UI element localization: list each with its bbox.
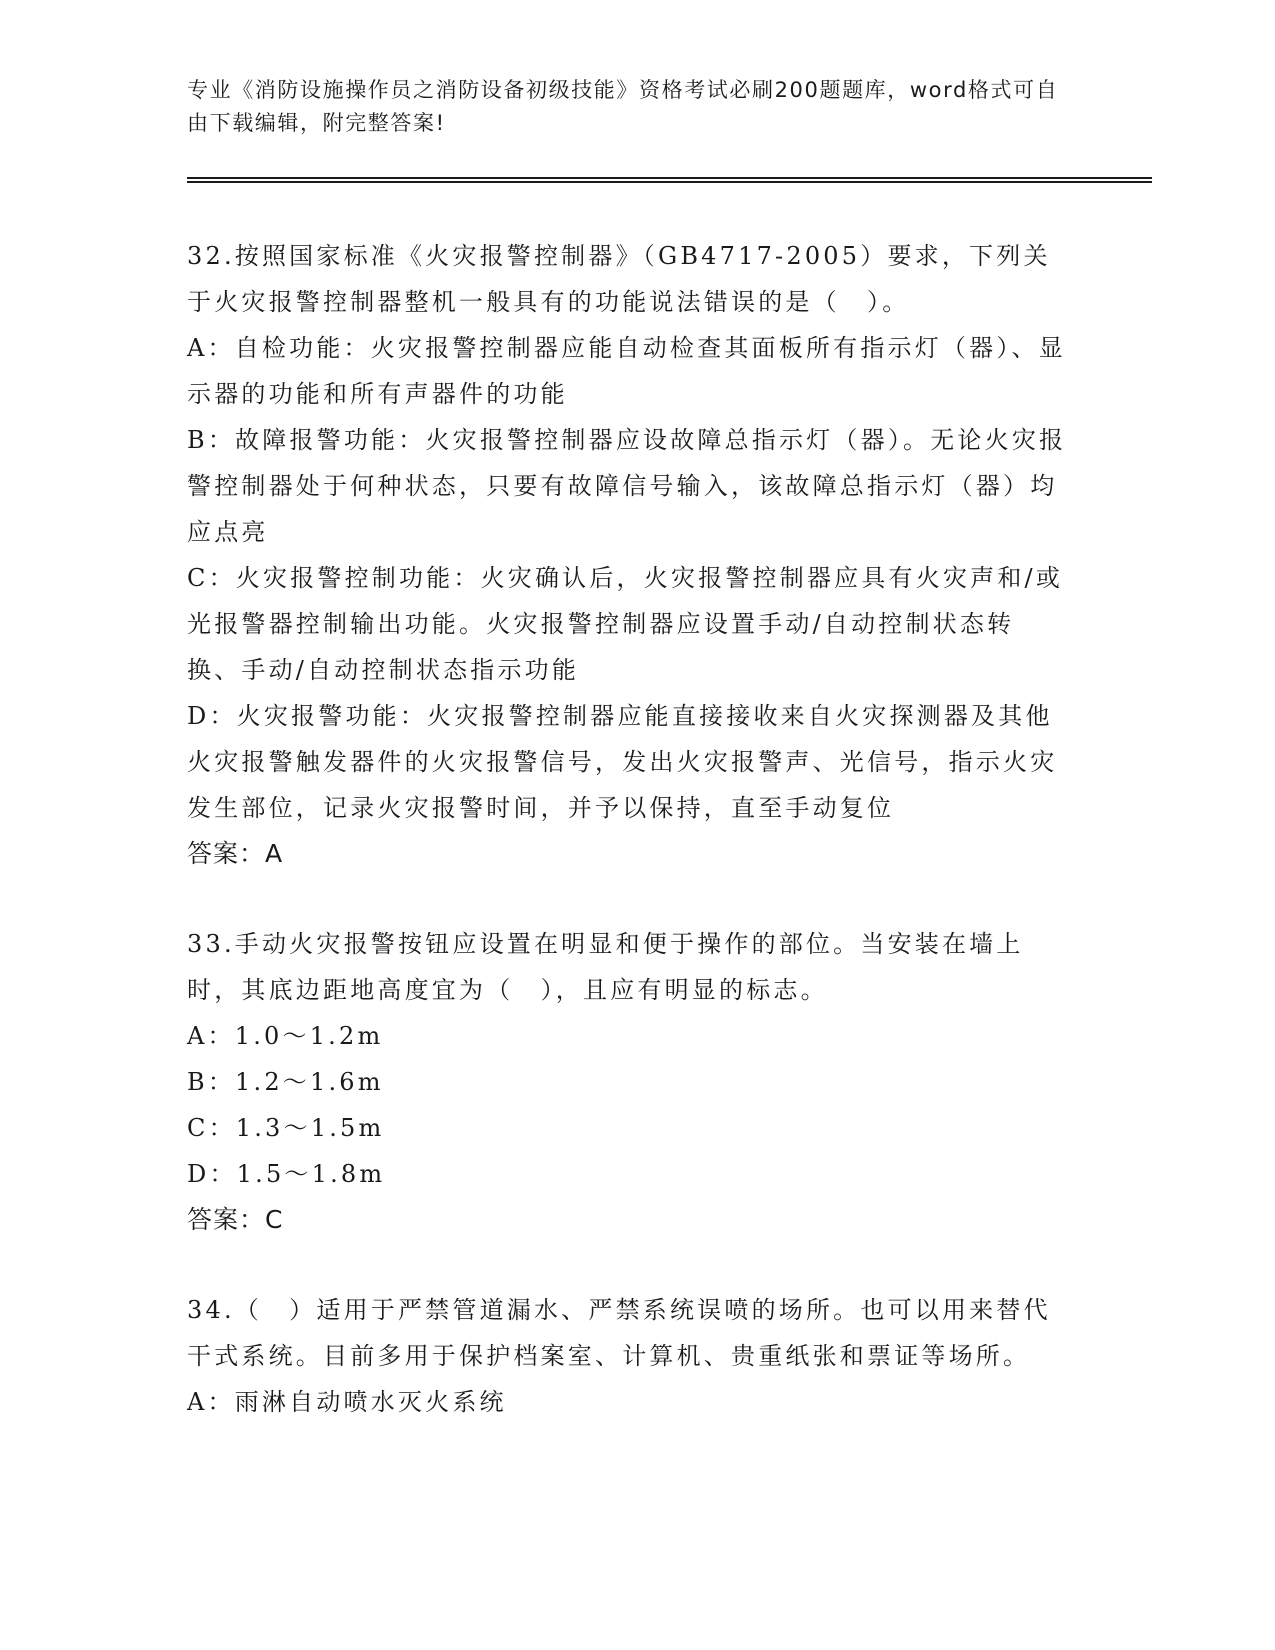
option-c: C：1.3～1.5m: [187, 1114, 385, 1142]
header-divider-bottom: [187, 181, 1152, 183]
option-a: A：自检功能：火灾报警控制器应能自动检查其面板所有指示灯（器）、显示器的功能和所有声器件的功能: [187, 334, 1066, 408]
question-list: [187, 233, 1067, 1469]
question-34: [187, 1287, 1067, 1425]
document-header: 专业《消防设施操作员之消防设备初级技能》资格考试必刷200题题库，word格式可自由下载编辑，附完整答案!: [187, 78, 1059, 135]
option-a: A：1.0～1.2m: [187, 1022, 384, 1050]
question-stem: 32.按照国家标准《火灾报警控制器》（GB4717-2005）要求，下列关于火灾报警控制器整机一般具有的功能说法错误的是（ ）。: [187, 242, 1051, 316]
question-33: [187, 921, 1067, 1243]
option-b: B：故障报警功能：火灾报警控制器应设故障总指示灯（器）。无论火灾报警控制器处于何种状态，只要有故障信号输入，该故障总指示灯（器）均应点亮: [187, 426, 1067, 546]
question-32: [187, 233, 1067, 877]
option-d: D：火灾报警功能：火灾报警控制器应能直接接收来自火灾探测器及其他火灾报警触发器件的火灾报警信号，发出火灾报警声、光信号，指示火灾发生部位，记录火灾报警时间，并予以保持，直至手动复位: [187, 702, 1058, 822]
option-d: D：1.5～1.8m: [187, 1160, 386, 1188]
question-stem: 34.（ ）适用于严禁管道漏水、严禁系统误喷的场所。也可以用来替代干式系统。目前多用于保护档案室、计算机、贵重纸张和票证等场所。: [187, 1296, 1051, 1370]
answer: 答案：C: [187, 1205, 284, 1234]
option-c: C：火灾报警控制功能：火灾确认后，火灾报警控制器应具有火灾声和/或光报警器控制输出功能。火灾报警控制器应设置手动/自动控制状态转换、手动/自动控制状态指示功能: [187, 564, 1064, 684]
answer: 答案：A: [187, 839, 284, 868]
question-stem: 33.手动火灾报警按钮应设置在明显和便于操作的部位。当安装在墙上时，其底边距地高度宜为（ ），且应有明显的标志。: [187, 930, 1024, 1004]
option-a: A：雨淋自动喷水灭火系统: [187, 1388, 507, 1416]
header-divider-top: [187, 177, 1152, 179]
option-b: B：1.2～1.6m: [187, 1068, 384, 1096]
